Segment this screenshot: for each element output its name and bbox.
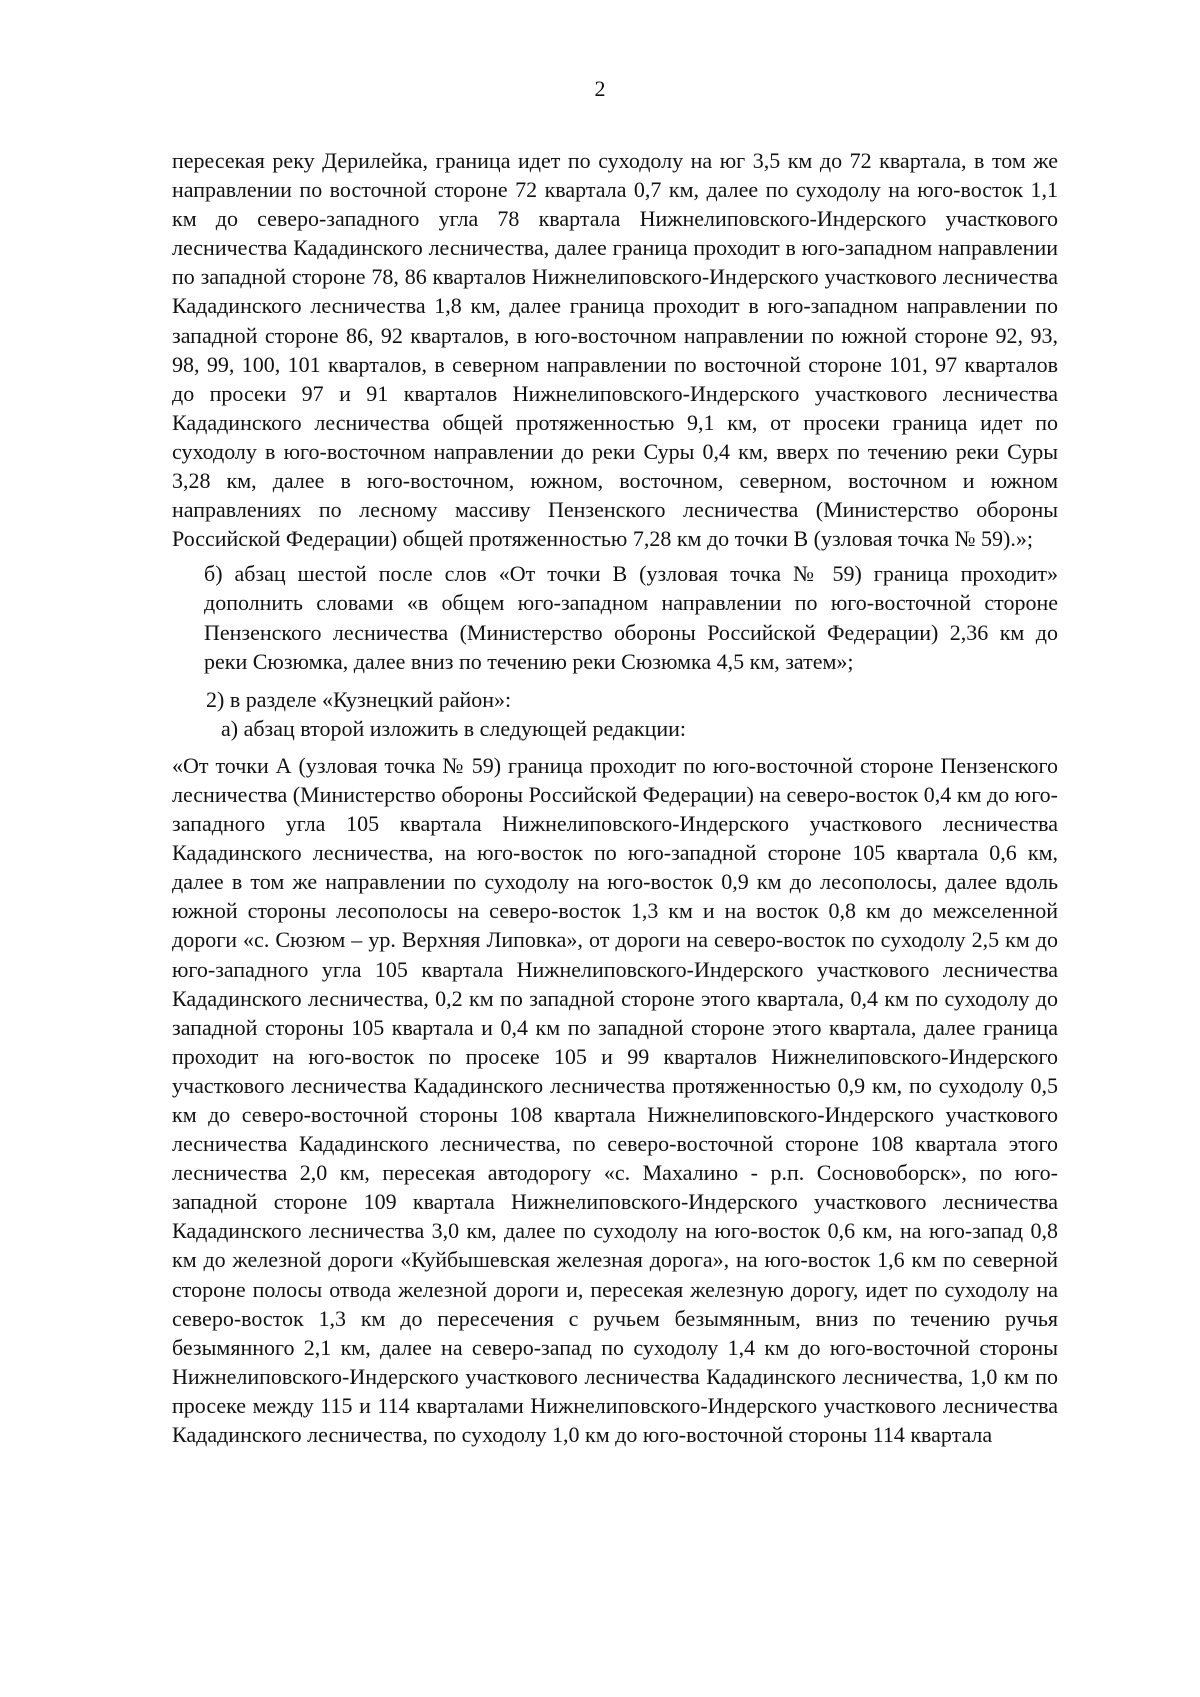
paragraph-new-wording: «От точки А (узловая точка № 59) граница проходит по юго-восточной стороне Пензенского лесничества (Министерство обороны Российской Федерации) на северо-восток 0,4 км до юго-западного угла 105 квартала Нижнелиповского-Индерского участкового лесничества Кададинского лесничества, на юго-восток по юго-западной стороне 105 квартала 0,6 км, далее в том же направлении по суходолу на юго-восток 0,9 км до лесополосы, далее вдоль южной стороны лесополосы на северо-восток 1,3 км и на восток 0,8 км до межселенной дороги «с. Сюзюм – ур. Верхняя Липовка», от дороги на северо-восток по суходолу 2,5 км до юго-западного угла 105 квартала Нижнелиповского-Индерского участкового лесничества Кададинского лесничества, 0,2 км по западной стороне этого квартала, 0,4 км по суходолу до западной стороны 105 квартала и 0,4 км по западной стороне этого квартала, далее граница проходит на юго-восток по просеке 105 и 99 кварталов Нижнелиповского-Индерского участкового лесничества Кададинского лесничества протяженностью 0,9 км, по суходолу 0,5 км до северо-восточной стороны 108 квартала Нижнелиповского-Индерского участкового лесничества Кададинского лесничества, по северо-восточной стороне 108 квартала этого лесничества 2,0 км, пересекая автодорогу «с. Махалино - р.п. Сосновоборск», по юго-западной стороне 109 квартала Нижнелиповского-Индерского участкового лесничества Кададинского лесничества 3,0 км, далее по суходолу на юго-восток 0,6 км, на юго-запад 0,8 км до железной дороги «Куйбышевская железная дорога», на юго-восток 1,6 км по северной стороне полосы отвода железной дороги и, пересекая железную дорогу, идет по суходолу на северо-восток 1,3 км до пересечения с ручьем безымянным, вниз по течению ручья безымянного 2,1 км, далее на северо-запад по суходолу 1,4 км до юго-восточной стороны Нижнелиповского-Индерского участкового лесничества Кададинского лесничества, 1,0 км по просеке между 115 и 114 кварталами Нижнелиповского-Индерского участкового лесничества Кададинского лесничества, по суходолу 1,0 км до юго-восточной стороны 114 квартала [172,752,1058,1448]
paragraph-continuation: пересекая реку Дерилейка, граница идет по суходолу на юг 3,5 км до 72 квартала, в том же направлении по восточной стороне 72 квартала 0,7 км, далее по суходолу на юго-восток 1,1 км до северо-западного угла 78 квартала Нижнелиповского-Индерского участкового лесничества Кададинского лесничества, далее граница проходит в юго-западном направлении по западной стороне 78, 86 кварталов Нижнелиповского-Индерского участкового лесничества Кададинского лесничества 1,8 км, далее граница проходит в юго-западном направлении по западной стороне 86, 92 кварталов, в юго-восточном направлении по южной стороне 92, 93, 98, 99, 100, 101 кварталов, в северном направлении по восточной стороне 101, 97 кварталов до просеки 97 и 91 кварталов Нижнелиповского-Индерского участкового лесничества Кададинского лесничества общей протяженностью 9,1 км, от просеки граница идет по суходолу в юго-восточном направлении до реки Суры 0,4 км, вверх по течению реки Суры 3,28 км, далее в юго-восточном, южном, восточном, северном, восточном и южном направлениях по лесному массиву Пензенского лесничества (Министерство обороны Российской Федерации) общей протяженностью 7,28 км до точки В (узловая точка № 59).»; [172,148,1058,552]
page-number: 2 [594,76,606,101]
document-body [172,146,1058,1449]
paragraph-item-2a: а) абзац второй изложить в следующей редакции: [221,715,686,741]
paragraph-item-2: 2) в разделе «Кузнецкий район»: [206,686,512,712]
paragraph-item-b: б) абзац шестой после слов «От точки В (узловая точка № 59) граница проходит» дополнить словами «в общем юго-западном направлении по юго-восточной стороне Пензенского лесничества (Министерство обороны Российской Федерации) 2,36 км до реки Сюзюмка, далее вниз по течению реки Сюзюмка 4,5 км, затем»; [204,561,1058,674]
